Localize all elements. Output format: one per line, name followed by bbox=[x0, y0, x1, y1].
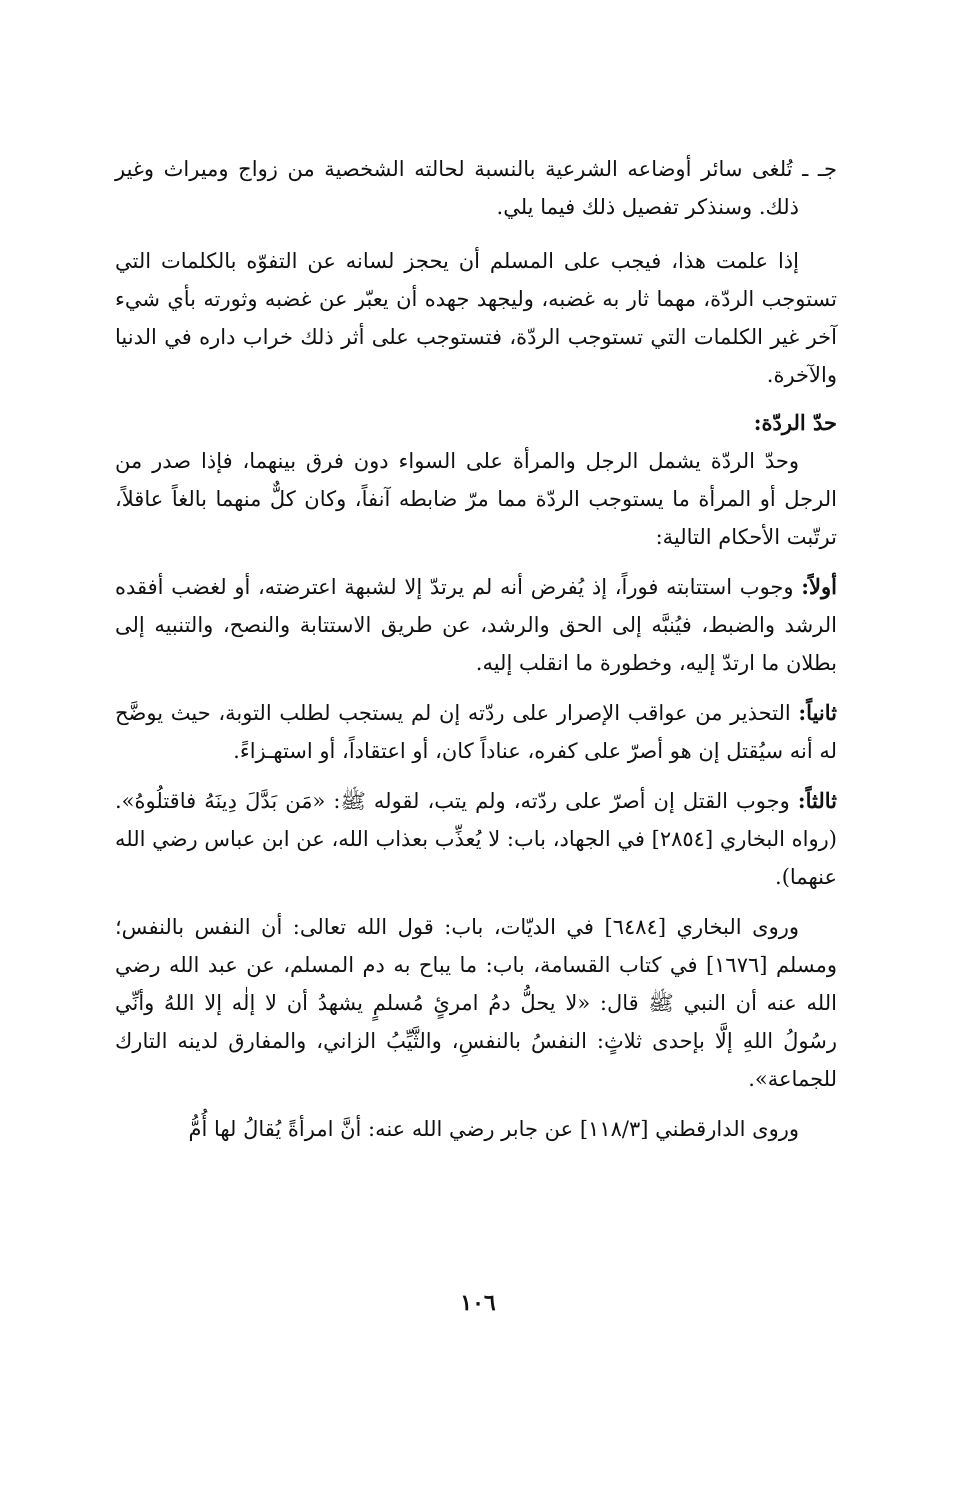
third-ruling-label: ثالثاً: bbox=[797, 788, 837, 813]
second-ruling-label: ثانياً: bbox=[798, 700, 837, 725]
second-ruling-paragraph bbox=[115, 694, 837, 770]
item-j-paragraph: جـ ـ تُلغى سائر أوضاعه الشرعية بالنسبة لحالته الشخصية من زواج وميراث وغير ذلك. وسنذكر تفصيل ذلك فيما يلي. bbox=[115, 157, 837, 219]
page-number: ١٠٦ bbox=[460, 1290, 496, 1316]
page-body bbox=[115, 150, 837, 1148]
third-ruling-paragraph bbox=[115, 782, 837, 896]
first-ruling-text: وجوب استتابته فوراً، إذ يُفرض أنه لم يرتدّ إلا لشبهة اعترضته، أو لغضب أفقده الرشد والضبط، فيُنبَّه إلى الحق والرشد، عن طريق الاستتابة والنصح، والتنبيه إلى بطلان ما ارتدّ إليه، وخطورة ما انقلب إليه. bbox=[115, 575, 837, 675]
first-ruling-label: أولاً: bbox=[801, 574, 837, 599]
daraqutni-paragraph: وروى الدارقطني [١١٨/٣] عن جابر رضي الله عنه: أنَّ امرأةً يُقالُ لها أُمُّ bbox=[188, 1117, 799, 1141]
warning-paragraph: إذا علمت هذا، فيجب على المسلم أن يحجز لسانه عن التفوّه بالكلمات التي تستوجب الردّة، مهما ثار به غضبه، وليجهد جهده أن يعبّر عن غضبه وثورته بأي شيء آخر غير الكلمات التي تستوجب الردّة، فتستوجب على أثر ذلك خراب داره في الدنيا والآخرة. bbox=[115, 249, 837, 387]
ruling-intro-paragraph: وحدّ الردّة يشمل الرجل والمرأة على السواء دون فرق بينهما، فإذا صدر من الرجل أو المرأة ما يستوجب الردّة مما مرّ ضابطه آنفاً، وكان كلٌّ منهما بالغاً عاقلاً، ترتّبت الأحكام التالية: bbox=[115, 449, 837, 549]
third-ruling-text: وجوب القتل إن أصرّ على ردّته، ولم يتب، لقوله ﷺ: «مَن بَدَّلَ دِينَهُ فاقتلُوهُ». (رواه البخاري [٢٨٥٤] في الجهاد، باب: لا يُعذِّب بعذاب الله، عن ابن عباس رضي الله عنهما). bbox=[115, 789, 837, 889]
section-heading: حدّ الردّة: bbox=[753, 410, 837, 435]
first-ruling-paragraph bbox=[115, 568, 837, 682]
bukhari-muslim-paragraph: وروى البخاري [٦٤٨٤] في الديّات، باب: قول الله تعالى: أن النفس بالنفس؛ ومسلم [١٦٧٦] في كتاب القسامة، باب: ما يباح به دم المسلم، عن عبد الله رضي الله عنه أن النبي ﷺ قال: «لا يحلُّ دمُ امرئٍ مُسلمٍ يشهدُ أن لا إلٰه إلا اللهُ وأنِّي رسُولُ اللهِ إلَّا بإحدى ثلاثٍ: النفسُ بالنفسِ، والثَّيِّبُ الزاني، والمفارق لدينه التارك للجماعة». bbox=[115, 915, 838, 1091]
second-ruling-text: التحذير من عواقب الإصرار على ردّته إن لم يستجب لطلب التوبة، حيث يوضَّح له أنه سيُقتل إن هو أصرّ على كفره، عناداً كان، أو اعتقاداً، أو استهـزاءً. bbox=[115, 701, 837, 763]
